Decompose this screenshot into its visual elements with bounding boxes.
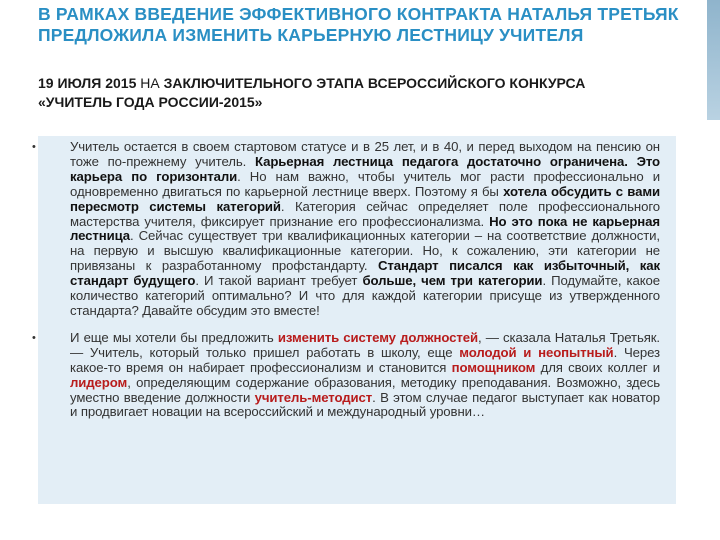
text-run: . Подумайте, какое количество категорий оптимально? И что для каждой категории присуще из утвержденного стандарта? Давайте обсудим это вместе!	[70, 273, 660, 318]
bullet-text-1	[70, 140, 660, 319]
bullet-text-2	[70, 331, 660, 420]
content-box	[32, 136, 676, 504]
text-run: . И такой вариант требует	[195, 273, 363, 289]
bullet-item-2	[32, 329, 660, 420]
text-run: Учитель остается в своем стартовом статусе и в 25 лет, и в 40, и перед выходом на пенсию он тоже по-прежнему учитель.	[70, 139, 660, 169]
subtitle-date: 19 ИЮЛЯ 2015	[38, 75, 137, 91]
text-run: , определяющим содержание образования, методику преподавания. Возможно, здесь уместно введение должности	[70, 374, 660, 405]
bullet-item-1	[32, 139, 661, 319]
subtitle-contest: «УЧИТЕЛЬ ГОДА РОССИИ-2015»	[38, 94, 263, 110]
bold-run: Но это пока не карьерная лестница	[70, 213, 660, 244]
bold-run: больше, чем три категории	[362, 273, 543, 289]
text-run: . Сейчас существует три квалификационных категории – на соответствие должности, на первую и высшую квалификационные категории. Но, к сожалению, эти категории не привязаны к разработанному профстандарту.	[70, 228, 660, 274]
highlight-run: лидером	[70, 374, 128, 390]
bullet-dot-icon: •	[32, 141, 36, 153]
text-run: , — сказала Наталья Третьяк. — Учитель, который только пришел работать в школу, еще	[70, 329, 660, 360]
subtitle-prep: НА	[140, 75, 160, 91]
accent-bar	[707, 0, 720, 120]
slide-subtitle	[38, 74, 678, 112]
highlight-run: изменить систему должностей	[277, 329, 478, 345]
highlight-run: помощником	[451, 359, 536, 375]
bold-run: Карьерная лестница педагога достаточно ограничена. Это карьера по горизонтали	[70, 153, 660, 184]
bold-run: Стандарт писался как избыточный, как стандарт будущего	[70, 258, 660, 289]
text-run: . В этом случае педагог выступает как новатор и продвигает новации на всероссийский и международный уровни…	[70, 389, 660, 420]
slide-title: В РАМКАХ ВВЕДЕНИЕ ЭФФЕКТИВНОГО КОНТРАКТА НАТАЛЬЯ ТРЕТЬЯК ПРЕДЛОЖИЛА ИЗМЕНИТЬ КАРЬЕРНУЮ ЛЕСТНИЦУ УЧИТЕЛЯ	[38, 4, 679, 45]
text-run: для своих коллег и	[535, 359, 660, 375]
text-run: И еще мы хотели бы предложить	[70, 329, 278, 345]
highlight-run: учитель-методист	[254, 389, 373, 405]
text-run: . Через какое-то время он набирает профессионализм и становится	[70, 344, 660, 375]
text-run: . Категория сейчас определяет поле профессионального мастерства учителя, фиксирует признание его профессионализма.	[70, 198, 660, 229]
highlight-run: молодой и неопытный	[459, 344, 614, 360]
text-run: . Но нам важно, чтобы учитель мог расти профессионально и одновременно двигаться по карьерной лестнице вверх. Поэтому я бы	[70, 168, 661, 199]
bold-run: хотела обсудить с вами пересмотр системы категорий	[70, 183, 660, 214]
bullet-dot-icon: •	[32, 331, 36, 344]
subtitle-event: ЗАКЛЮЧИТЕЛЬНОГО ЭТАПА ВСЕРОССИЙСКОГО КОНКУРСА	[163, 75, 586, 91]
